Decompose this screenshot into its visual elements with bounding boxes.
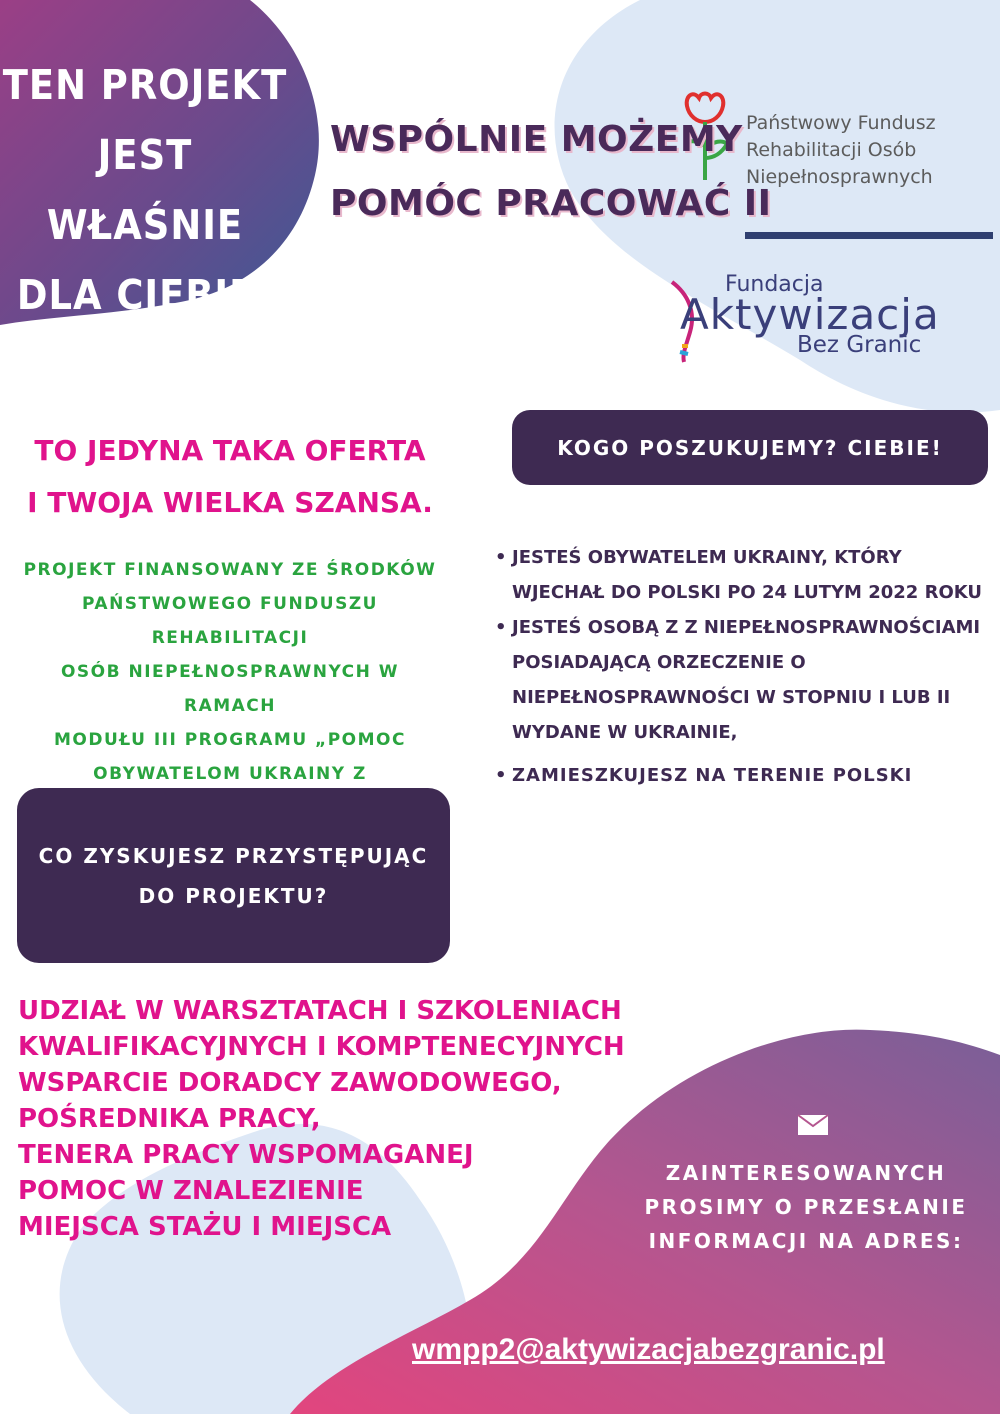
- requirements-list: [495, 540, 990, 793]
- divider-line: [745, 232, 993, 239]
- hero-line: DLA CIEBIE!: [16, 271, 274, 319]
- list-item: UDZIAŁ W WARSZTATACH I SZKOLENIACH: [18, 996, 622, 1026]
- contact-text: ZAINTERESOWANYCH PROSIMY O PRZESŁANIE INFORMACJI NA ADRES:: [644, 1161, 968, 1253]
- benefits-list: [18, 993, 638, 1245]
- envelope-icon: [797, 1114, 829, 1136]
- project-title-line: POMÓC PRACOWAĆ II: [330, 183, 772, 224]
- list-item: POŚREDNIKA PRACY,: [18, 1104, 321, 1134]
- fundacja-name: Aktywizacja: [680, 290, 940, 339]
- list-item: WSPARCIE DORADCY ZAWODOWEGO,: [18, 1068, 562, 1098]
- funding-line: OBYWATELOM UKRAINY Z: [93, 764, 367, 784]
- pfron-name: [746, 110, 936, 191]
- funding-line: OSÓB NIEPEŁNOSPRAWNYCH W RAMACH: [60, 662, 400, 716]
- list-item: • JESTEŚ OSOBĄ Z Z NIEPEŁNOSPRAWNOŚCIAMI POSIADAJĄCĄ ORZECZENIE O NIEPEŁNOSPRAWNOŚCI W STOPNIU I LUB II WYDANE W UKRAINIE,: [495, 610, 990, 750]
- funding-line: MODUŁU III PROGRAMU „POMOC: [54, 730, 406, 750]
- fundacja-tagline: Bez Granic: [797, 332, 922, 358]
- funding-line: PROJEKT FINANSOWANY ZE ŚRODKÓW: [23, 560, 437, 580]
- list-item: TENERA PRACY WSPOMAGANEJ: [18, 1140, 474, 1170]
- offer-heading: [20, 425, 440, 529]
- pfron-line: Rehabilitacji Osób: [746, 139, 917, 161]
- list-item: KWALIFIKACYJNYCH I KOMPTENECYJNYCH: [18, 1032, 625, 1062]
- funding-line: PAŃSTWOWEGO FUNDUSZU REHABILITACJI: [82, 594, 378, 648]
- list-item: MIEJSCA STAŻU I MIEJSCA: [18, 1212, 392, 1242]
- offer-line: TO JEDYNA TAKA OFERTA: [34, 434, 426, 467]
- hero-heading: [0, 50, 290, 330]
- hero-line: TEN PROJEKT: [2, 61, 288, 109]
- who-we-seek-label: KOGO POSZUKUJEMY? CIEBIE!: [557, 435, 943, 460]
- funding-note: [20, 553, 440, 825]
- hero-line: JEST WŁAŚNIE: [46, 131, 244, 249]
- project-title-line: WSPÓLNIE MOŻEMY: [330, 119, 743, 160]
- offer-line: I TWOJA WIELKA SZANSA.: [27, 486, 433, 519]
- benefits-banner: [17, 788, 450, 963]
- pfron-line: Państwowy Fundusz: [746, 112, 936, 134]
- who-we-seek-banner: [512, 410, 988, 485]
- list-item: POMOC W ZNALEZIENIE: [18, 1176, 364, 1206]
- project-title: [330, 108, 772, 236]
- fundacja-label: Fundacja: [725, 272, 824, 297]
- list-item: • JESTEŚ OBYWATELEM UKRAINY, KTÓRY WJECHAŁ DO POLSKI PO 24 LUTYM 2022 ROKU: [495, 540, 990, 610]
- list-item: • ZAMIESZKUJESZ NA TERENIE POLSKI: [495, 758, 990, 793]
- benefits-banner-label: CO ZYSKUJESZ PRZYSTĘPUJĄC DO PROJEKTU?: [38, 843, 429, 908]
- pfron-line: Niepełnosprawnych: [746, 166, 933, 188]
- email-link[interactable]: wmpp2@aktywizacjabezgranic.pl: [412, 1333, 885, 1366]
